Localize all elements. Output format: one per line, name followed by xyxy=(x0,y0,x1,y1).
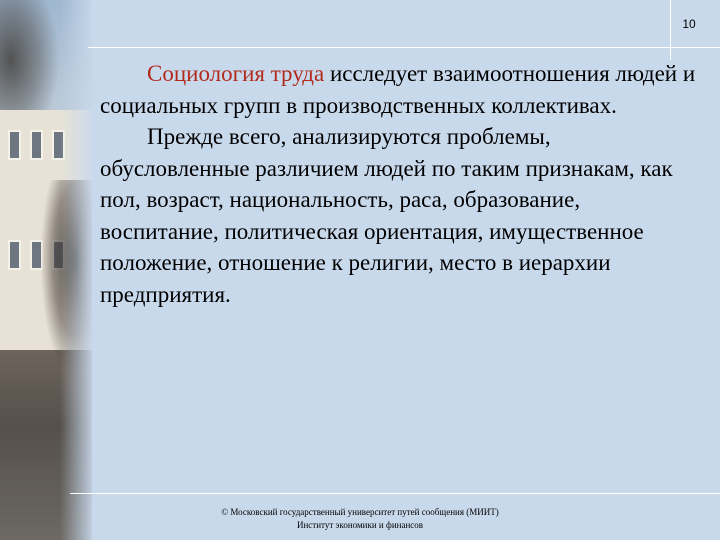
paragraph-1-text: исследует взаимоотношения людей и социальных групп в производственных коллективах. xyxy=(100,61,696,118)
footer-institute: Институт экономики и финансов xyxy=(296,520,424,530)
footer xyxy=(190,506,530,532)
footer-copyright: © Московский государственный университет путей сообщения (МИИТ) xyxy=(221,507,499,517)
window xyxy=(30,130,43,160)
window xyxy=(8,130,21,160)
paragraph-1 xyxy=(100,58,700,121)
top-divider xyxy=(88,47,720,48)
paragraph-2: Прежде всего, анализируются проблемы, обусловленные различием людей по таким признакам, как пол, возраст, национальность, раса, образование, воспитание, политическая ориентация, имущественное положение, отношение к религии, место в иерархии предприятия. xyxy=(100,124,673,307)
highlighted-term: Социология труда xyxy=(147,61,325,86)
slide-body xyxy=(100,58,700,310)
photo-fade xyxy=(60,0,92,540)
bottom-divider xyxy=(70,493,720,494)
building-photo xyxy=(0,0,92,540)
slide-number: 10 xyxy=(682,17,696,31)
window xyxy=(8,240,21,270)
vertical-divider xyxy=(670,0,671,60)
